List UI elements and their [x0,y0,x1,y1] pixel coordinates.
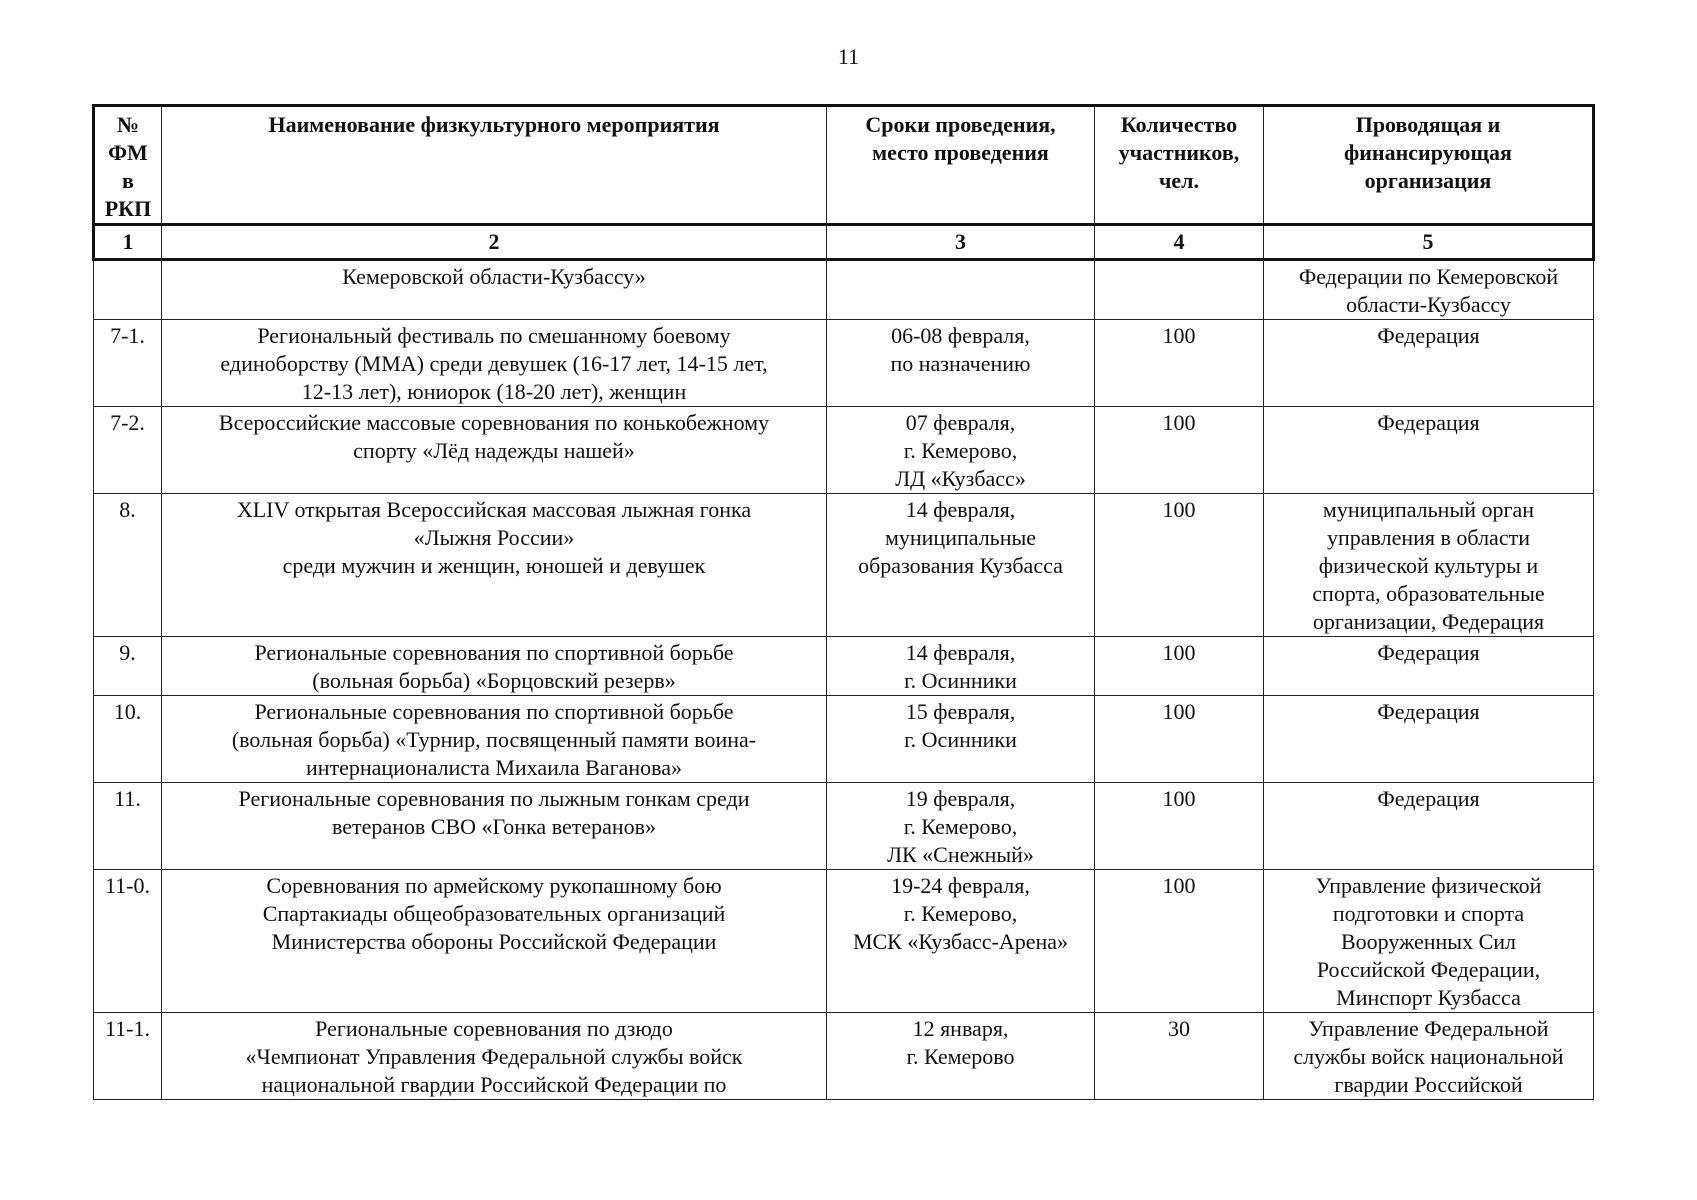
table-row [94,1013,1594,1100]
event-participants: 100 [1095,320,1264,407]
header-organization: Проводящая и финансирующая организация [1264,106,1594,225]
table-row [94,870,1594,1013]
column-number: 4 [1095,225,1264,260]
column-number: 5 [1264,225,1594,260]
event-name: Региональные соревнования по спортивной борьбе (вольная борьба) «Борцовский резерв» [162,637,827,696]
event-organization: Управление физической подготовки и спорта Вооруженных Сил Российской Федерации, Минспорт Кузбасса [1264,870,1594,1013]
events-table [92,104,1595,1100]
event-participants: 100 [1095,870,1264,1013]
event-dates: 12 января, г. Кемерово [827,1013,1095,1100]
event-number: 10. [94,696,162,783]
event-dates [827,260,1095,320]
column-number: 2 [162,225,827,260]
event-name: Соревнования по армейскому рукопашному бою Спартакиады общеобразовательных организаций Министерства обороны Российской Федерации [162,870,827,1013]
event-participants: 100 [1095,783,1264,870]
event-name: Кемеровской области-Кузбассу» [162,260,827,320]
table-row [94,494,1594,637]
event-dates: 19-24 февраля, г. Кемерово, МСК «Кузбасс-Арена» [827,870,1095,1013]
event-participants [1095,260,1264,320]
event-name: Региональные соревнования по спортивной борьбе (вольная борьба) «Турнир, посвященный памяти воина- интернационалиста Михаила Ваганова» [162,696,827,783]
header-row [94,106,1594,225]
event-number: 7-1. [94,320,162,407]
event-participants: 100 [1095,494,1264,637]
event-participants: 100 [1095,696,1264,783]
event-organization: Федерация [1264,696,1594,783]
event-name: XLIV открытая Всероссийская массовая лыжная гонка «Лыжня России» среди мужчин и женщин, юношей и девушек [162,494,827,637]
event-organization: Федерация [1264,320,1594,407]
table-row [94,783,1594,870]
event-organization: Федерация [1264,637,1594,696]
event-organization: Управление Федеральной службы войск национальной гвардии Российской [1264,1013,1594,1100]
table-row [94,260,1594,320]
event-name: Региональный фестиваль по смешанному боевому единоборству (ММА) среди девушек (16-17 лет, 14-15 лет, 12-13 лет), юниорок (18-20 лет), женщин [162,320,827,407]
event-number [94,260,162,320]
event-dates: 07 февраля, г. Кемерово, ЛД «Кузбасс» [827,407,1095,494]
event-organization: Федерация [1264,407,1594,494]
event-participants: 100 [1095,637,1264,696]
event-name: Всероссийские массовые соревнования по конькобежному спорту «Лёд надежды нашей» [162,407,827,494]
header-fm-number: № ФМ в РКП [94,106,162,225]
event-dates: 15 февраля, г. Осинники [827,696,1095,783]
event-number: 9. [94,637,162,696]
page-number: 11 [837,44,860,69]
table-row [94,696,1594,783]
event-dates: 19 февраля, г. Кемерово, ЛК «Снежный» [827,783,1095,870]
event-name: Региональные соревнования по лыжным гонкам среди ветеранов СВО «Гонка ветеранов» [162,783,827,870]
event-participants: 100 [1095,407,1264,494]
event-name: Региональные соревнования по дзюдо «Чемпионат Управления Федеральной службы войск национальной гвардии Российской Федерации по [162,1013,827,1100]
header-dates-place: Сроки проведения, место проведения [827,106,1095,225]
column-number: 1 [94,225,162,260]
event-organization: муниципальный орган управления в области физической культуры и спорта, образовательные организации, Федерация [1264,494,1594,637]
table-row [94,637,1594,696]
event-number: 8. [94,494,162,637]
header-participants: Количество участников, чел. [1095,106,1264,225]
event-number: 11-0. [94,870,162,1013]
event-number: 11-1. [94,1013,162,1100]
event-number: 11. [94,783,162,870]
header-event-name: Наименование физкультурного мероприятия [162,106,827,225]
event-organization: Федерации по Кемеровской области-Кузбассу [1264,260,1594,320]
event-participants: 30 [1095,1013,1264,1100]
event-dates: 14 февраля, муниципальные образования Кузбасса [827,494,1095,637]
column-number: 3 [827,225,1095,260]
event-dates: 14 февраля, г. Осинники [827,637,1095,696]
table-row [94,407,1594,494]
event-number: 7-2. [94,407,162,494]
column-number-row [94,225,1594,260]
event-organization: Федерация [1264,783,1594,870]
table-row [94,320,1594,407]
event-dates: 06-08 февраля, по назначению [827,320,1095,407]
